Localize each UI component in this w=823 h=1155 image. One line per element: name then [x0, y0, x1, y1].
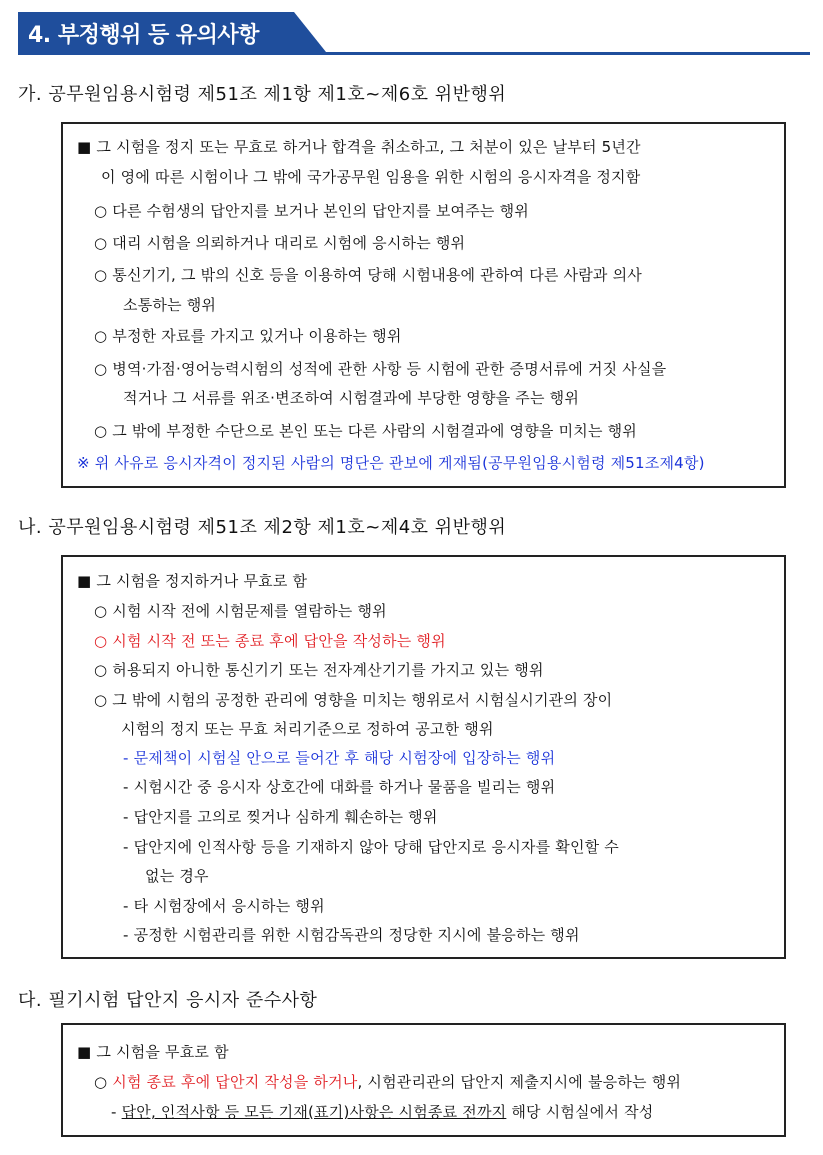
- sec-b-detail-6: - 공정한 시험관리를 위한 시험감독관의 정당한 지시에 불응하는 행위: [123, 926, 580, 944]
- sec-a-note: ※ 위 사유로 응시자격이 정지된 사람의 명단은 관보에 게재됨(공무원임용시험령 제51조제4항): [77, 454, 705, 472]
- sec-c-item-1-red: 시험 종료 후에 답안지 작성을 하거나: [112, 1073, 358, 1091]
- sec-a-item-5-line2: 적거나 그 서류를 위조·변조하여 시험결과에 부당한 영향을 주는 행위: [123, 389, 580, 407]
- sec-b-item-3: ○ 허용되지 아니한 통신기기 또는 전자계산기기를 가지고 있는 행위: [94, 661, 544, 679]
- sec-b-detail-1: - 문제책이 시험실 안으로 들어간 후 해당 시험장에 입장하는 행위: [123, 749, 556, 767]
- sec-a-item-3-line2: 소통하는 행위: [123, 296, 217, 314]
- sec-b-item-1: ○ 시험 시작 전에 시험문제를 열람하는 행위: [94, 602, 387, 620]
- sec-a-item-1: ○ 다른 수험생의 답안지를 보거나 본인의 답안지를 보여주는 행위: [94, 202, 529, 220]
- header-rule: [18, 52, 810, 55]
- sec-a-item-3-line1: ○ 통신기기, 그 밖의 신호 등을 이용하여 당해 시험내용에 관하여 다른 사람과 의사: [94, 266, 642, 284]
- sec-b-main: ■ 그 시험을 정지하거나 무효로 함: [77, 572, 308, 590]
- sec-a-item-5-line1: ○ 병역·가점·영어능력시험의 성적에 관한 사항 등 시험에 관한 증명서류에 거짓 사실을: [94, 360, 667, 378]
- sec-c-item-1-bullet: ○: [94, 1073, 113, 1091]
- sec-b-detail-2: - 시험시간 중 응시자 상호간에 대화를 하거나 물품을 빌리는 행위: [123, 778, 556, 796]
- sec-b-detail-4-line1: - 답안지에 인적사항 등을 기재하지 않아 당해 답안지로 응시자를 확인할 수: [123, 838, 619, 856]
- sec-b-detail-4-line2: 없는 경우: [145, 867, 209, 885]
- sec-c-detail-1-rest: 해당 시험실에서 작성: [506, 1103, 654, 1121]
- sec-a-item-2: ○ 대리 시험을 의뢰하거나 대리로 시험에 응시하는 행위: [94, 234, 466, 252]
- section-c-title: 다. 필기시험 답안지 응시자 준수사항: [18, 990, 318, 1011]
- section-b-title: 나. 공무원임용시험령 제51조 제2항 제1호~제4호 위반행위: [18, 517, 507, 538]
- sec-a-main-line2: 이 영에 따른 시험이나 그 밖에 국가공무원 임용을 위한 시험의 응시자격을 정지함: [101, 168, 641, 186]
- sec-c-detail-1: [111, 1101, 653, 1122]
- sec-a-item-6: ○ 그 밖에 부정한 수단으로 본인 또는 다른 사람의 시험결과에 영향을 미치는 행위: [94, 422, 637, 440]
- sec-c-detail-1-dash: -: [111, 1103, 122, 1121]
- sec-b-item-4-line1: ○ 그 밖에 시험의 공정한 관리에 영향을 미치는 행위로서 시험실시기관의 장이: [94, 691, 613, 709]
- section-header: [18, 12, 810, 56]
- section-b-box: [61, 555, 786, 959]
- sec-b-item-4-line2: 시험의 정지 또는 무효 처리기준으로 정하여 공고한 행위: [121, 720, 494, 738]
- sec-b-detail-3: - 답안지를 고의로 찢거나 심하게 훼손하는 행위: [123, 808, 438, 826]
- sec-b-detail-5: - 타 시험장에서 응시하는 행위: [123, 897, 325, 915]
- section-a-title: 가. 공무원임용시험령 제51조 제1항 제1호~제6호 위반행위: [18, 84, 507, 105]
- sec-a-main-line1: ■ 그 시험을 정지 또는 무효로 하거나 합격을 취소하고, 그 처분이 있은 날부터 5년간: [77, 138, 641, 156]
- sec-c-main: ■ 그 시험을 무효로 함: [77, 1043, 229, 1061]
- section-c-box: [61, 1023, 786, 1137]
- sec-b-item-2: ○ 시험 시작 전 또는 종료 후에 답안을 작성하는 행위: [94, 632, 446, 650]
- section-a-box: [61, 122, 786, 488]
- sec-a-item-4: ○ 부정한 자료를 가지고 있거나 이용하는 행위: [94, 327, 402, 345]
- sec-c-item-1-rest: , 시험관리관의 답안지 제출지시에 불응하는 행위: [357, 1073, 682, 1091]
- page-title: 4. 부정행위 등 유의사항: [28, 23, 259, 48]
- sec-c-item-1: [94, 1071, 681, 1092]
- sec-c-detail-1-underlined: 답안, 인적사항 등 모든 기재(표기)사항은 시험종료 전까지: [121, 1103, 507, 1121]
